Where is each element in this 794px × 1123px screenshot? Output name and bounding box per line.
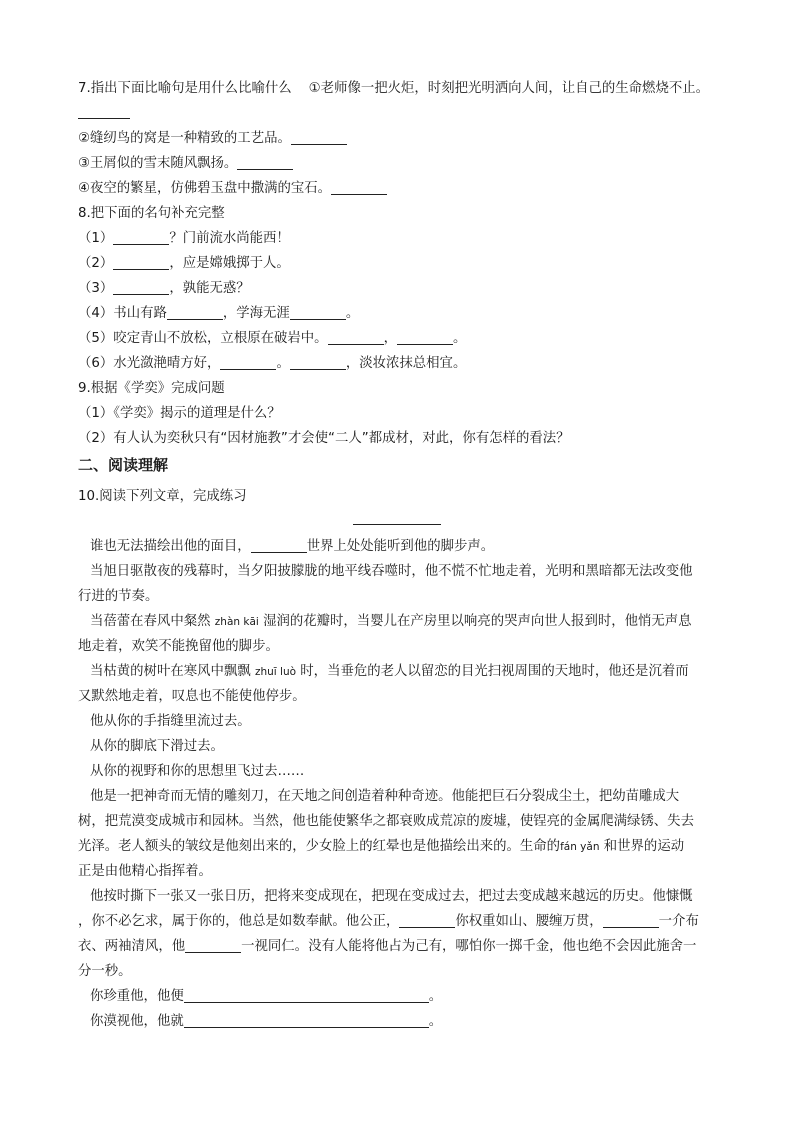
q7-item-4: ④夜空的繁星，仿佛碧玉盘中撒满的宝石。: [78, 181, 332, 196]
q8-l6-text-a: （6）水光潋滟晴方好，: [78, 356, 221, 371]
q7-line-1: [78, 80, 722, 98]
q10-p8-text-c: 光泽。老人额头的皱纹是他刻出来的，少女脸上的红晕也是他描绘出来的。生命的: [78, 839, 561, 854]
q7-item-4-answer-blank[interactable]: [331, 180, 387, 195]
q8-l4-text-a: （4）书山有路: [78, 306, 167, 321]
q8-l2-num: （2）: [78, 256, 114, 271]
q7-item-3-line: [78, 155, 722, 173]
q10-p3-line-1: [90, 613, 734, 631]
q8-l4-text-b: ，学海无涯: [222, 306, 290, 321]
q8-line-5: [78, 330, 722, 348]
q8-l1-num: （1）: [78, 231, 114, 246]
q8-line-4: [78, 305, 722, 323]
q9-line-2: （2）有人认为奕秋只有“因材施教”才会使“二人”都成材，对此，你有怎样的看法？: [78, 431, 570, 446]
q10-p3-line-2: 地走着，欢笑不能挽留他的脚步。: [78, 639, 279, 654]
q10-p4-line-2: 又默然地走着，叹息也不能使他停步。: [78, 689, 306, 704]
q10-p9-line-1: 他按时撕下一张又一张日历，把将来变成现在，把现在变成过去，把过去变成越来越远的历史。他慷慨: [90, 889, 693, 904]
q10-p9-blank-1[interactable]: [399, 913, 455, 928]
q10-p9-text-c: 你权重如山、腰缠万贯，: [455, 914, 603, 929]
q8-l6-text-c: ，淡妆浓抹总相宜。: [345, 356, 467, 371]
q8-l4-blank-1[interactable]: [167, 305, 223, 320]
q8-l1-blank[interactable]: [113, 230, 169, 245]
q8-l4-text-c: 。: [345, 306, 360, 321]
q10-p1: [90, 538, 734, 556]
q8-l5-blank-1[interactable]: [328, 330, 384, 345]
q10-p4-text-a: 当枯黄的树叶在寒风中飘飘: [90, 664, 251, 679]
q8-l2-blank[interactable]: [113, 255, 169, 270]
q10-p10-blank[interactable]: [184, 988, 429, 1003]
q8-l6-blank-2[interactable]: [290, 355, 346, 370]
q10-p4-text-b: 时，当垂危的老人以留恋的目光扫视周围的天地时，他还是沉着而: [300, 664, 689, 679]
q10-p8-text-d: 和世界的运动: [603, 839, 685, 854]
q10-p9-text-e: 衣、两袖清风，他: [78, 939, 186, 954]
q7-item-3: ③王屑似的雪末随风飘扬。: [78, 156, 238, 171]
q8-l3-num: （3）: [78, 281, 114, 296]
q10-p4-pinyin: zhuī luò: [254, 666, 297, 678]
q8-l2-text: ，应是嫦娥掷于人。: [169, 256, 290, 271]
q10-p11-text-b: 。: [428, 1014, 443, 1029]
q10-p9-text-d: 一介布: [658, 914, 699, 929]
q7-item-1: ①老师像一把火炬，时刻把光明洒向人间，让自己的生命燃烧不止。: [308, 81, 710, 96]
q10-p10: [90, 988, 734, 1006]
q10-p10-text-a: 你珍重他，他便: [90, 989, 184, 1004]
q10-p9-blank-3[interactable]: [185, 938, 241, 953]
q10-p3-pinyin: zhàn kāi: [214, 616, 259, 628]
q10-p3-text-a: 当蓓蕾在春风中: [90, 614, 184, 629]
q7-item-4-line: [78, 180, 722, 198]
q10-title-blank[interactable]: [353, 523, 441, 525]
q8-l4-blank-2[interactable]: [290, 305, 346, 320]
q10-p8-line-3: [78, 838, 722, 856]
q7-item-1-answer-blank[interactable]: [78, 118, 130, 119]
q10-p7: 从你的视野和你的思想里飞过去……: [90, 764, 305, 779]
q10-p2-line-1: 当旭日驱散夜的残幕时，当夕阳披朦胧的地平线吞噬时，他不慌不忙地走着，光明和黑暗都无法改变他: [90, 564, 693, 579]
q10-p1-text-a: 谁也无法描绘出他的面目，: [90, 539, 251, 554]
q8-l6-text-b: 。: [276, 356, 290, 371]
q10-p5: 他从你的手指缝里流过去。: [90, 714, 251, 729]
q8-l5-text-a: （5）咬定青山不放松，立根原在破岩中。: [78, 331, 328, 346]
q10-p10-text-b: 。: [428, 989, 443, 1004]
q7-item-2: ②缝纫鸟的窝是一种精致的工艺品。: [78, 131, 291, 146]
q10-p11: [90, 1013, 734, 1031]
q8-line-2: [78, 255, 722, 273]
q10-p8-line-4: 正是由他精心指挥着。: [78, 864, 212, 879]
q10-p9-line-4: 分一秒。: [78, 964, 132, 979]
q10-p1-blank[interactable]: [251, 538, 307, 553]
q8-line-3: [78, 280, 722, 298]
q8-l6-blank-1[interactable]: [220, 355, 276, 370]
q10-p3-text-b: 湿润的花瓣时，当婴儿在产房里以响亮的哭声向世人报到时，他悄无声息: [263, 614, 692, 629]
q10-p1-text-b: 世界上处处能听到他的脚步声。: [306, 539, 495, 554]
q8-l5-blank-2[interactable]: [397, 330, 453, 345]
q8-stem: 8.把下面的名句补充完整: [78, 206, 225, 221]
q9-line-1: （1）《学奕》揭示的道理是什么？: [78, 406, 281, 421]
q10-p9-text-b: ，你不必乞求，属于你的，他总是如数奉献。他公正，: [78, 914, 400, 929]
section-2-heading: 二、阅读理解: [78, 456, 169, 474]
q10-p11-text-a: 你漠视他，他就: [90, 1014, 184, 1029]
q10-p4-line-1: [90, 663, 734, 681]
q10-p11-blank[interactable]: [184, 1013, 429, 1028]
q10-p9-text-f: 一视同仁。没有人能将他占为己有，哪怕你一掷千金，他也绝不会因此施舍一: [241, 939, 697, 954]
q10-p8-line-2: 树，把荒漠变成城市和园林。当然，他也能使繁华之都衰败成荒凉的废墟，使锃亮的金属爬满绿锈、失去: [78, 814, 694, 829]
q10-p6: 从你的脚底下滑过去。: [90, 739, 224, 754]
q10-p9-line-3: [78, 938, 722, 956]
q8-l5-text-b: ，: [383, 331, 397, 346]
q10-p8-pinyin: fán yǎn: [560, 841, 600, 853]
q10-p8-line-1: 他是一把神奇而无情的雕刻刀，在天地之间创造着种种奇迹。他能把巨石分裂成尘土，把幼苗雕成大: [90, 789, 680, 804]
q8-l5-text-c: 。: [452, 331, 467, 346]
q10-p3-word: 粲然: [183, 614, 211, 629]
q10-stem: 10.阅读下列文章，完成练习: [78, 489, 247, 504]
q8-line-6: [78, 355, 722, 373]
q10-p2-line-2: 行进的节奏。: [78, 589, 159, 604]
q10-p9-blank-2[interactable]: [603, 913, 659, 928]
q8-l3-text: ，孰能无惑？: [169, 281, 250, 296]
q7-stem: 7.指出下面比喻句是用什么比喻什么: [78, 81, 292, 96]
q9-stem: 9.根据《学奕》完成问题: [78, 381, 225, 396]
q8-line-1: [78, 230, 722, 248]
q10-p9-line-2: [78, 913, 722, 931]
q8-l3-blank[interactable]: [113, 280, 169, 295]
q7-item-2-line: [78, 130, 722, 148]
q8-l1-text: ？门前流水尚能西！: [169, 231, 290, 246]
q7-item-2-answer-blank[interactable]: [291, 130, 347, 145]
q7-item-3-answer-blank[interactable]: [237, 155, 293, 170]
